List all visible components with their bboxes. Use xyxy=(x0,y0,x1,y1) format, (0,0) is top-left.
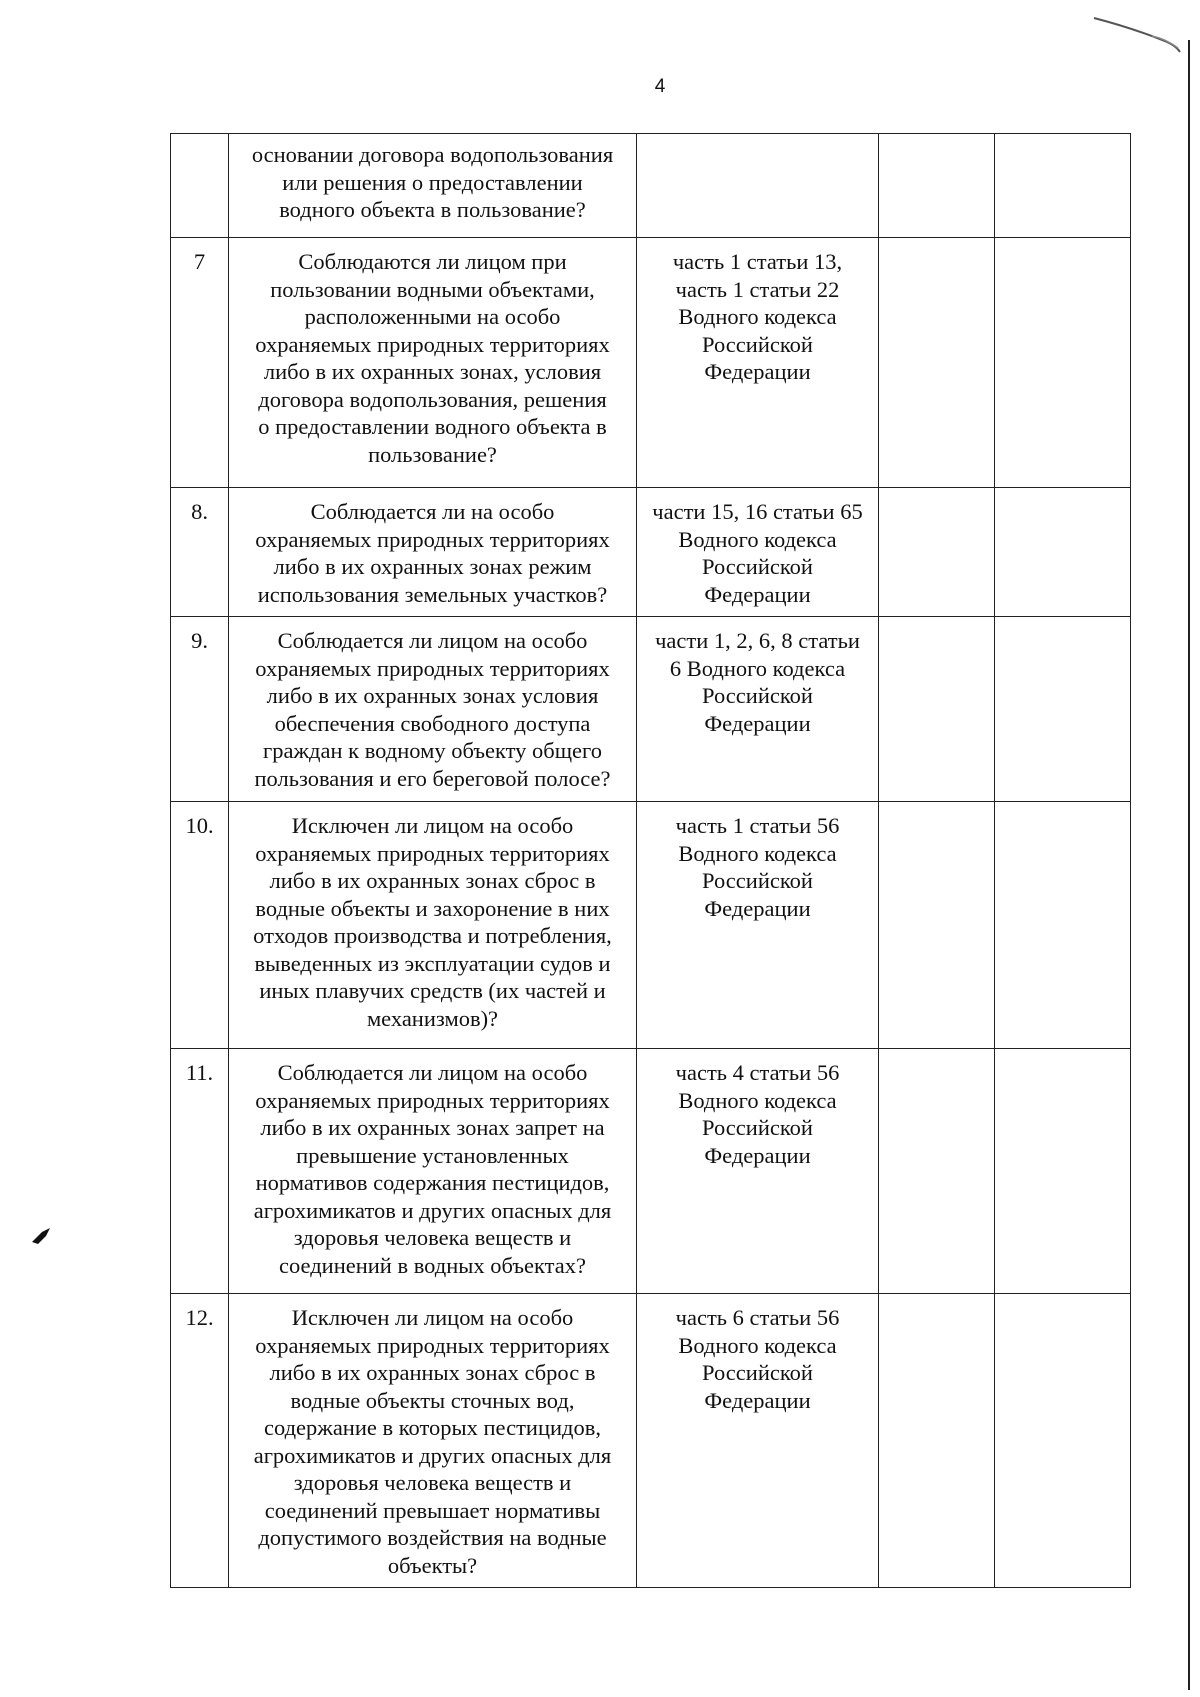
reference-line: Федерации xyxy=(704,359,811,384)
question-line: охраняемых природных территориях xyxy=(255,655,610,681)
answer-cell xyxy=(879,1294,995,1588)
question-line: здоровья человека веществ и xyxy=(293,1470,572,1495)
reference-line: часть 6 статьи 56 xyxy=(675,1305,840,1330)
question-line: расположенными на особо xyxy=(304,304,561,329)
answer-cell xyxy=(879,134,995,238)
question-line: обеспечения свободного доступа xyxy=(274,710,591,736)
note-cell xyxy=(995,1049,1131,1294)
reference-line: Российской xyxy=(702,331,813,357)
question-line: Исключен ли лицом на особо xyxy=(291,813,574,838)
question-line: здоровья человека веществ и xyxy=(293,1225,572,1250)
question-line: охраняемых природных территориях xyxy=(255,1087,610,1113)
question-line: охраняемых природных территориях xyxy=(255,840,610,866)
question-line: агрохимикатов и других опасных для xyxy=(253,1442,612,1468)
question-line: либо в их охранных зонах, условия xyxy=(263,359,602,384)
answer-cell xyxy=(879,488,995,617)
note-cell xyxy=(995,134,1131,238)
question-line: либо в их охранных зонах режим xyxy=(273,554,592,579)
requirement-question xyxy=(229,802,637,1049)
question-line: охраняемых природных территориях xyxy=(255,331,610,357)
answer-cell xyxy=(879,238,995,488)
scan-artifact-speck xyxy=(28,1222,58,1252)
requirement-question xyxy=(229,488,637,617)
question-line: Соблюдается ли лицом на особо xyxy=(277,628,588,653)
row-number: 9. xyxy=(171,617,229,802)
row-number: 11. xyxy=(171,1049,229,1294)
table-row xyxy=(171,1049,1131,1294)
reference-line: Российской xyxy=(702,868,813,893)
question-line: либо в их охранных зонах запрет на xyxy=(260,1115,605,1140)
answer-cell xyxy=(879,617,995,802)
question-line: о предоставлении водного объекта в xyxy=(258,414,607,439)
question-line: либо в их охранных зонах условия xyxy=(266,683,599,708)
reference-line: Российской xyxy=(702,1360,813,1385)
legal-reference xyxy=(637,617,879,802)
row-number xyxy=(171,134,229,238)
question-line: или решения о предоставлении xyxy=(282,169,583,195)
reference-line: часть 1 статьи 22 xyxy=(675,276,840,302)
requirement-question xyxy=(229,1294,637,1588)
legal-reference xyxy=(637,1049,879,1294)
question-line: Соблюдается ли на особо xyxy=(310,499,555,524)
checklist-body xyxy=(171,134,1131,1588)
reference-line: Федерации xyxy=(704,1142,811,1168)
table-row xyxy=(171,238,1131,488)
legal-reference xyxy=(637,802,879,1049)
question-line: охраняемых природных территориях xyxy=(255,526,610,552)
requirement-question xyxy=(229,617,637,802)
question-line: допустимого воздействия на водные xyxy=(258,1525,607,1550)
scan-artifact-edge xyxy=(1188,40,1190,1690)
question-line: пользовании водными объектами, xyxy=(270,276,595,302)
reference-line: части 1, 2, 6, 8 статьи xyxy=(655,628,860,653)
legal-reference xyxy=(637,238,879,488)
question-line: выведенных из эксплуатации судов и xyxy=(254,950,611,976)
question-line: Соблюдаются ли лицом при xyxy=(298,249,567,274)
row-number: 7 xyxy=(171,238,229,488)
question-line: граждан к водному объекту общего xyxy=(263,738,602,763)
question-line: основании договора водопользования xyxy=(251,142,614,167)
question-line: отходов производства и потребления, xyxy=(253,923,612,948)
question-line: соединений в водных объектах? xyxy=(279,1252,586,1278)
question-line: водные объекты и захоронение в них xyxy=(255,895,610,921)
question-line: либо в их охранных зонах сброс в xyxy=(269,1360,596,1385)
reference-line: Российской xyxy=(702,1115,813,1140)
reference-line: Федерации xyxy=(704,710,811,736)
row-number: 10. xyxy=(171,802,229,1049)
note-cell xyxy=(995,802,1131,1049)
requirement-question xyxy=(229,1049,637,1294)
question-line: механизмов)? xyxy=(366,1005,499,1031)
reference-line: Российской xyxy=(702,683,813,708)
note-cell xyxy=(995,488,1131,617)
question-line: либо в их охранных зонах сброс в xyxy=(269,868,596,893)
row-number: 12. xyxy=(171,1294,229,1588)
question-line: охраняемых природных территориях xyxy=(255,1332,610,1358)
question-line: водного объекта в пользование? xyxy=(279,197,586,222)
reference-line: Водного кодекса xyxy=(678,526,837,552)
reference-line: Федерации xyxy=(704,1387,811,1413)
reference-line: часть 4 статьи 56 xyxy=(675,1060,840,1085)
row-number: 8. xyxy=(171,488,229,617)
question-line: нормативов содержания пестицидов, xyxy=(255,1170,610,1195)
table-row xyxy=(171,1294,1131,1588)
question-line: объекты? xyxy=(387,1552,478,1578)
scan-artifact-curl xyxy=(1092,14,1182,54)
table-row xyxy=(171,617,1131,802)
note-cell xyxy=(995,238,1131,488)
question-line: водные объекты сточных вод, xyxy=(290,1387,575,1413)
requirement-question xyxy=(229,134,637,238)
page-number: 4 xyxy=(654,76,666,97)
reference-line: Федерации xyxy=(704,895,811,921)
checklist-table xyxy=(170,133,1131,1588)
question-line: пользования и его береговой полосе? xyxy=(254,765,611,791)
reference-line: Водного кодекса xyxy=(678,1332,837,1358)
reference-line: Российской xyxy=(702,554,813,579)
question-line: превышение установленных xyxy=(296,1142,569,1168)
table-row xyxy=(171,488,1131,617)
requirement-question xyxy=(229,238,637,488)
reference-line: Водного кодекса xyxy=(678,840,837,866)
note-cell xyxy=(995,1294,1131,1588)
question-line: пользование? xyxy=(368,441,497,467)
reference-line: 6 Водного кодекса xyxy=(669,655,846,681)
question-line: договора водопользования, решения xyxy=(258,386,607,412)
reference-line: Федерации xyxy=(704,581,811,607)
legal-reference xyxy=(637,134,879,238)
question-line: Исключен ли лицом на особо xyxy=(291,1305,574,1330)
reference-line: Водного кодекса xyxy=(678,1087,837,1113)
note-cell xyxy=(995,617,1131,802)
question-line: содержание в которых пестицидов, xyxy=(264,1415,601,1440)
question-line: соединений превышает нормативы xyxy=(264,1497,601,1523)
reference-line: часть 1 статьи 13, xyxy=(672,249,843,274)
answer-cell xyxy=(879,802,995,1049)
legal-reference xyxy=(637,1294,879,1588)
table-row xyxy=(171,802,1131,1049)
question-line: Соблюдается ли лицом на особо xyxy=(277,1060,588,1085)
answer-cell xyxy=(879,1049,995,1294)
legal-reference xyxy=(637,488,879,617)
table-row xyxy=(171,134,1131,238)
question-line: использования земельных участков? xyxy=(257,581,608,607)
question-line: иных плавучих средств (их частей и xyxy=(259,978,606,1003)
reference-line: часть 1 статьи 56 xyxy=(675,813,840,838)
question-line: агрохимикатов и других опасных для xyxy=(253,1197,612,1223)
reference-line: Водного кодекса xyxy=(678,304,837,329)
reference-line: части 15, 16 статьи 65 xyxy=(652,499,863,524)
